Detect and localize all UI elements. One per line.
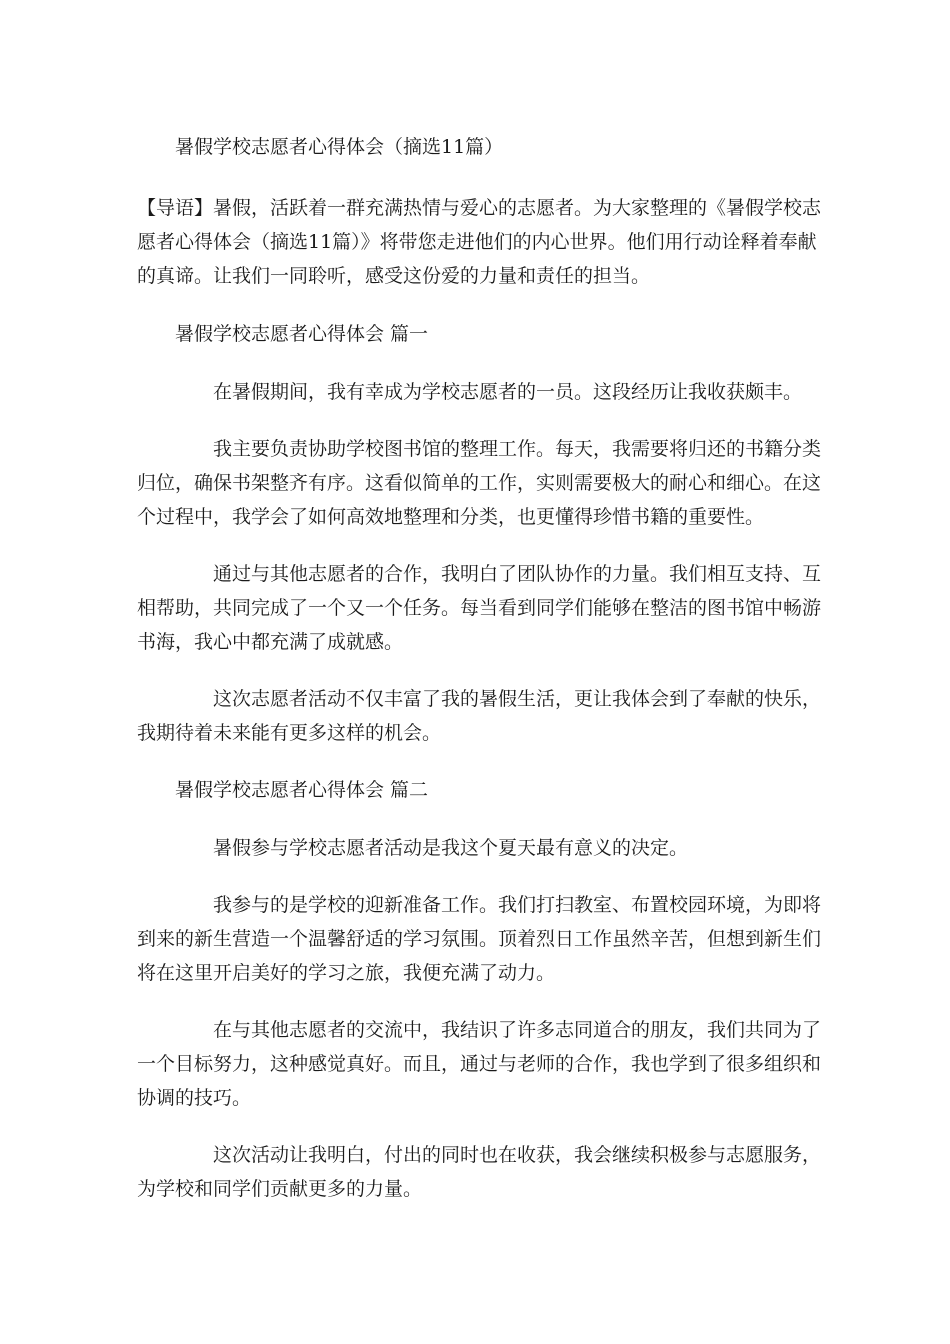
document-title: 暑假学校志愿者心得体会（摘选11篇） bbox=[175, 136, 504, 158]
paragraph: 暑假参与学校志愿者活动是我这个夏天最有意义的决定。 bbox=[213, 837, 689, 859]
paragraph: 在暑假期间，我有幸成为学校志愿者的一员。这段经历让我收获颇丰。 bbox=[213, 381, 803, 403]
section-2 bbox=[137, 773, 827, 1206]
intro-paragraph: 【导语】暑假，活跃着一群充满热情与爱心的志愿者。为大家整理的《暑假学校志愿者心得体会（摘选11篇）》将带您走进他们的内心世界。他们用行动诠释着奉献的真谛。让我们一同聆听，感受这份爱的力量和责任的担当。 bbox=[137, 197, 822, 287]
paragraph: 我主要负责协助学校图书馆的整理工作。每天，我需要将归还的书籍分类归位，确保书架整齐有序。这看似简单的工作，实则需要极大的耐心和细心。在这个过程中，我学会了如何高效地整理和分类，也更懂得珍惜书籍的重要性。 bbox=[137, 438, 822, 528]
paragraph: 这次活动让我明白，付出的同时也在收获，我会继续积极参与志愿服务，为学校和同学们贡献更多的力量。 bbox=[137, 1144, 822, 1200]
paragraph: 通过与其他志愿者的合作，我明白了团队协作的力量。我们相互支持、互相帮助，共同完成了一个又一个任务。每当看到同学们能够在整洁的图书馆中畅游书海，我心中都充满了成就感。 bbox=[137, 563, 822, 653]
document-body bbox=[137, 130, 827, 1229]
paragraph: 这次志愿者活动不仅丰富了我的暑假生活，更让我体会到了奉献的快乐，我期待着未来能有更多这样的机会。 bbox=[137, 688, 822, 744]
section-heading: 暑假学校志愿者心得体会 篇二 bbox=[175, 779, 429, 801]
section-1 bbox=[137, 317, 827, 750]
paragraph: 在与其他志愿者的交流中，我结识了许多志同道合的朋友，我们共同为了一个目标努力，这种感觉真好。而且，通过与老师的合作，我也学到了很多组织和协调的技巧。 bbox=[137, 1019, 822, 1109]
paragraph: 我参与的是学校的迎新准备工作。我们打扫教室、布置校园环境，为即将到来的新生营造一个温馨舒适的学习氛围。顶着烈日工作虽然辛苦，但想到新生们将在这里开启美好的学习之旅，我便充满了动力。 bbox=[137, 894, 822, 984]
section-heading: 暑假学校志愿者心得体会 篇一 bbox=[175, 323, 429, 345]
